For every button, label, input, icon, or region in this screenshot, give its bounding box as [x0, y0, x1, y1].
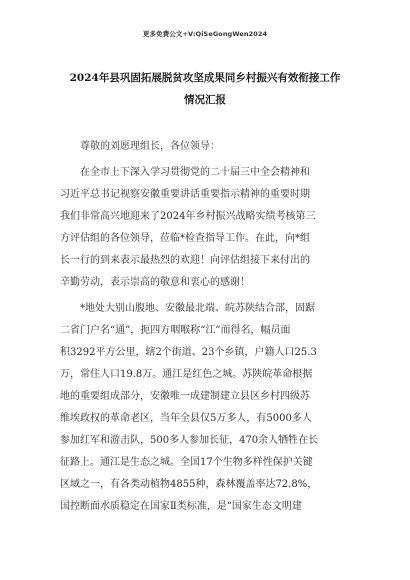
paragraph-2-line: 万，常住人口19.8万。通江是红色之城。苏陕皖革命根据 [60, 369, 313, 380]
paragraph-1-line: 习近平总书记视察安徽重要讲话重要指示精神的重要时期 [60, 189, 310, 200]
paragraph-2-line: 二省门户名“通”，扼四方咽喉称“江”而得名，幅员面 [60, 325, 291, 336]
header-note: 更多免费公文+V:QiSeGongWen2024 [142, 30, 268, 38]
paragraph-1-line: 长一行的到来表示最热烈的欢迎！向评估组接下来付出的 [60, 255, 310, 266]
paragraph-1-line: 在全市上下深入学习贯彻党的二十届三中全会精神和 [80, 167, 310, 178]
document-title-line-1: 2024年县巩固拓展脱贫攻坚成果同乡村振兴有效衔接工作 [69, 72, 341, 84]
paragraph-1-line: 方评估组的各位领导，莅临*检查指导工作。在此，向*组 [60, 233, 310, 244]
paragraph-2-line: 维埃政权的革命老区，当年全县仅5万多人，有5000多人 [60, 413, 312, 424]
paragraph-2-line: 参加红军和游击队，500多人参加长征，470余人牺牲在长 [60, 435, 319, 446]
document-title-line-2: 情况汇报 [184, 94, 226, 106]
paragraph-2-line: 国控断面水质稳定在国家Ⅱ类标准，是“国家生态文明建 [60, 501, 302, 512]
paragraph-1-line: 我们非常高兴地迎来了2024年乡村振兴战略实绩考核第三 [60, 211, 316, 222]
paragraph-1-line: 辛勤劳动，表示崇高的敬意和衷心的感谢！ [60, 277, 250, 288]
paragraph-2-line: 地的重要组成部分，安徽唯一成建制建立县区乡村四级苏 [60, 391, 310, 402]
paragraph-2-line: 积3292平方公里，辖2个街道、23个乡镇，户籍人口25.3 [60, 347, 317, 358]
paragraph-2-line: 区域之一，有各类动植物4855种，森林覆盖率达72.8%， [60, 479, 318, 490]
paragraph-2-line: *地处大别山腹地、安徽最北端、皖苏陕结合部，固踞 [80, 303, 315, 314]
greeting: 尊敬的刘愿理组长，各位领导： [80, 141, 220, 152]
paragraph-2-line: 征路上。通江是生态之城。全国17个生物多样性保护关键 [60, 457, 313, 468]
